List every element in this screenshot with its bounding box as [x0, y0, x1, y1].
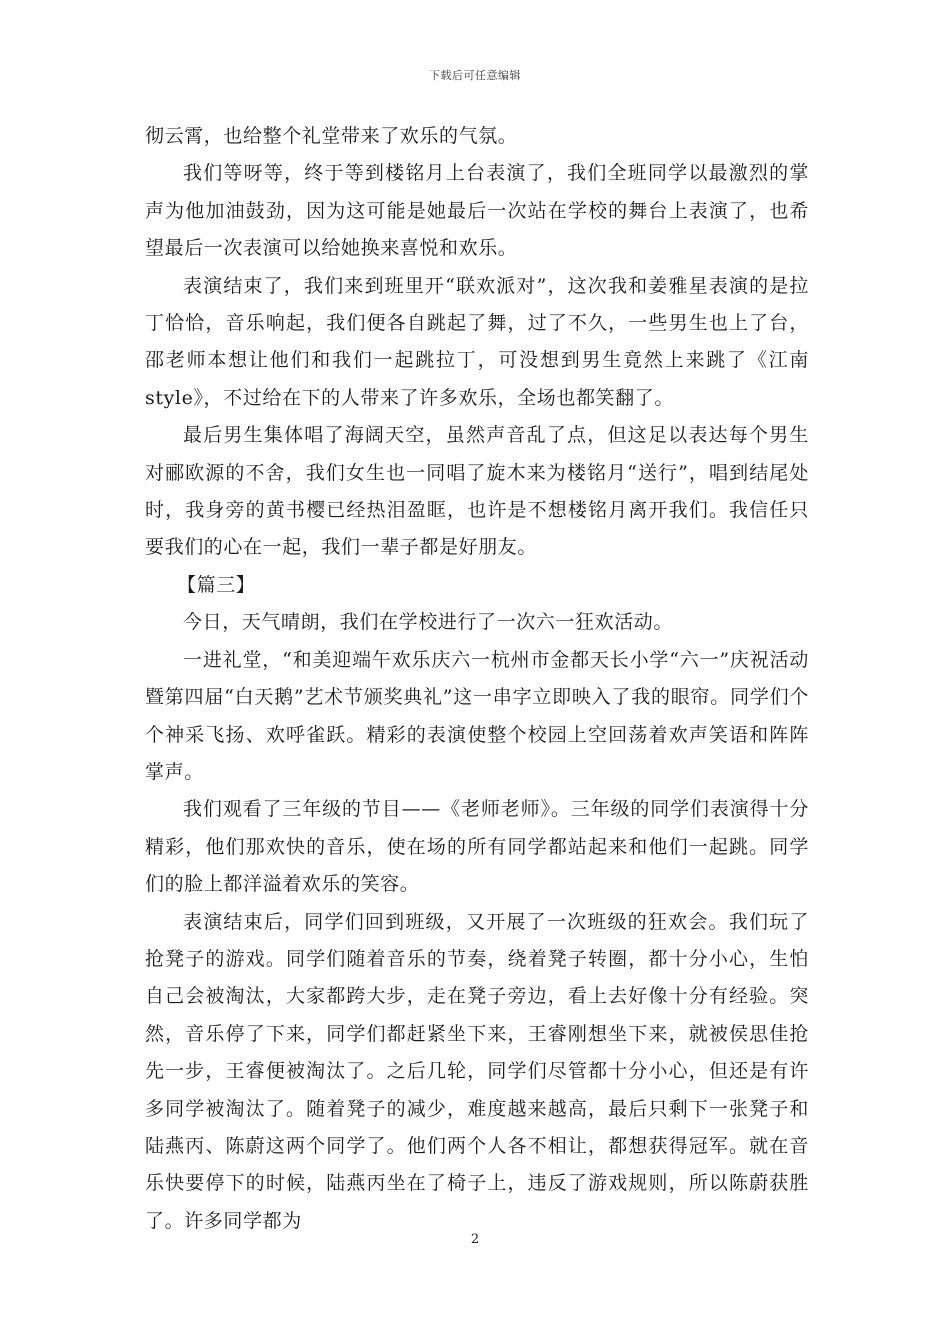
paragraph: 今日，天气晴朗，我们在学校进行了一次六一狂欢活动。	[183, 611, 674, 634]
page-number: 2	[470, 1232, 480, 1247]
paragraph: 表演结束后，同学们回到班级，又开展了一次班级的狂欢会。我们玩了抢凳子的游戏。同学们随着音乐的节奏，绕着凳子转圈，都十分小心，生怕自己会被淘汰，大家都跨大步，走在凳子旁边，看上去好像十分有经验。突然，音乐停了下来，同学们都赶紧坐下来，王睿刚想坐下来，就被侯思佳抢先一步，王睿便被淘汰了。之后几轮，同学们尽管都十分小心，但还是有许多同学被淘汰了。随着凳子的减少，难度越来越高，最后只剩下一张凳子和陆燕丙、陈蔚这两个同学了。他们两个人各不相让，都想获得冠军。就在音乐快要停下的时候，陆燕丙坐在了椅子上，违反了游戏规则，所以陈蔚获胜了。许多同学都为	[145, 910, 809, 1232]
paragraph: 最后男生集体唱了海阔天空，虽然声音乱了点，但这足以表达每个男生对郦欧源的不舍，我们女生也一同唱了旋木来为楼铭月“送行”，唱到结尾处时，我身旁的黄书樱已经热泪盈眶，也许是不想楼铭月离开我们。我信任只要我们的心在一起，我们一辈子都是好朋友。	[145, 424, 809, 559]
paragraph-continuation: 彻云霄，也给整个礼堂带来了欢乐的气氛。	[145, 125, 518, 147]
paragraph: 表演结束了，我们来到班里开“联欢派对”，这次我和姜雅星表演的是拉丁恰恰，音乐响起，我们便各自跳起了舞，过了不久，一些男生也上了台，邵老师本想让他们和我们一起跳拉丁，可没想到男生竟然上来跳了《江南style》，不过给在下的人带来了许多欢乐，全场也都笑翻了。	[145, 274, 809, 409]
paragraph: 我们观看了三年级的节目——《老师老师》。三年级的同学们表演得十分精彩，他们那欢快的音乐，使在场的所有同学都站起来和他们一起跳。同学们的脸上都洋溢着欢乐的笑容。	[145, 798, 809, 896]
paragraph: 一进礼堂，“和美迎端午欢乐庆六一杭州市金都天长小学“六一”庆祝活动暨第四届“白天鹅”艺术节颁奖典礼”这一串字立即映入了我的眼帘。同学们个个神采飞扬、欢呼雀跃。精彩的表演使整个校园上空回荡着欢声笑语和阵阵掌声。	[145, 648, 809, 783]
paragraph: 我们等呀等，终于等到楼铭月上台表演了，我们全班同学以最激烈的掌声为他加油鼓劲，因为这可能是她最后一次站在学校的舞台上表演了，也希望最后一次表演可以给她换来喜悦和欢乐。	[145, 162, 809, 260]
page-header: 下载后可任意编辑	[429, 69, 521, 82]
document-body	[145, 118, 809, 1240]
section-heading: 【篇三】	[177, 573, 256, 596]
